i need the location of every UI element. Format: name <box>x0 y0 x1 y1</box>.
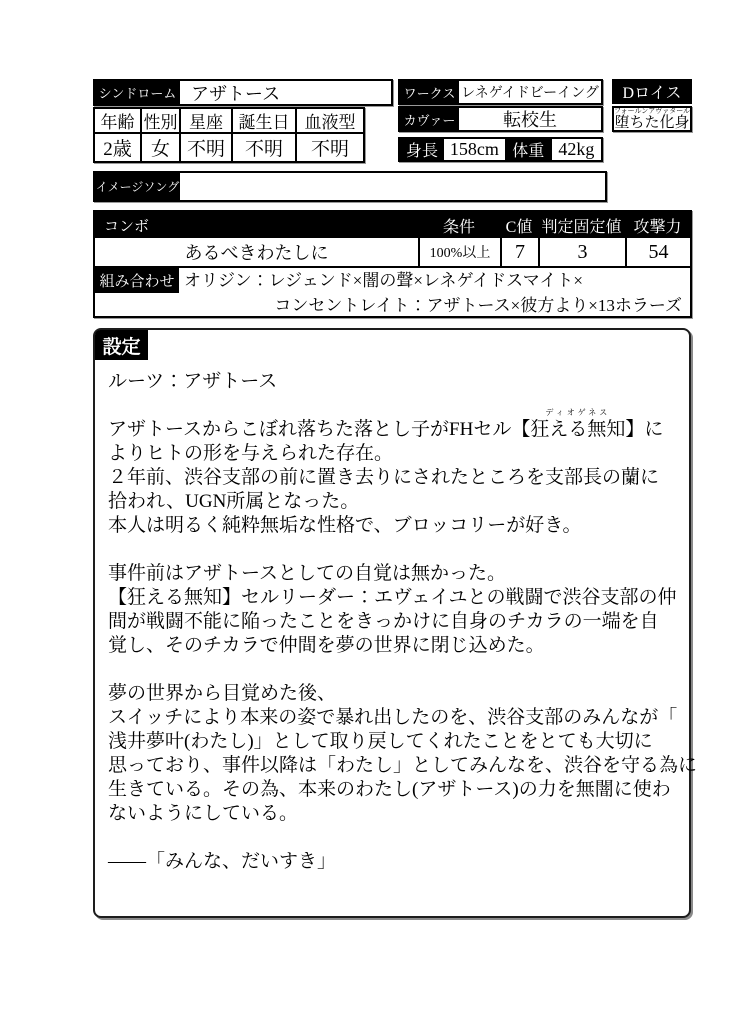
setting-intro-line: ルーツ：アザトース <box>108 371 278 392</box>
ruby-base: ディオゲネス 狂える無知 <box>530 408 626 440</box>
setting-ruby-line <box>108 408 679 442</box>
setting-line: ２年前、渋谷支部の前に置き去りにされたところを支部長の蘭に <box>108 467 660 488</box>
setting-line: 覚し、そのチカラで仲間を夢の世界に閉じ込めた。 <box>108 635 545 656</box>
ruby-pre-text: アザトースからこぼれ落ちた落とし子がFHセル【 <box>108 419 531 440</box>
combo-attack: 54 <box>625 238 690 266</box>
attr-header-cell: 誕生日 <box>233 109 297 134</box>
cover-value-field: 転校生 <box>459 108 601 130</box>
weight-value: 42kg <box>552 139 601 160</box>
combo-col-cvalue: C値 <box>505 218 533 236</box>
setting-line: ないようにしている。 <box>108 803 299 824</box>
setting-line: 生きている。その為、本来のわたし(アザトース)の力を無闇に使わ <box>108 779 671 800</box>
setting-line: 思っており、事件以降は「わたし」としてみんなを、渋谷を守る為に <box>108 755 698 776</box>
dlois-value-box <box>612 106 692 132</box>
works-row <box>398 79 603 105</box>
attr-value-cell: 不明 <box>310 139 349 160</box>
setting-body <box>108 370 698 910</box>
combo-col-attack: 攻撃力 <box>633 218 682 236</box>
image-song-label: イメージソング <box>95 173 180 200</box>
image-song-field <box>180 173 605 200</box>
combination-line2: コンセントレイト：アザトース×彼方より×13ホラーズ <box>274 296 682 315</box>
image-song-row <box>93 171 607 202</box>
setting-line: スイッチにより本来の姿で暴れ出したのを、渋谷支部のみんなが「 <box>108 707 678 728</box>
syndrome-label: シンドローム <box>95 81 180 104</box>
syndrome-value-field: アザトース <box>180 81 391 104</box>
attr-header-cell: 星座 <box>181 109 233 134</box>
attr-value-cell: 2歳 <box>95 134 142 161</box>
height-weight-row <box>398 137 603 162</box>
setting-line <box>108 826 679 850</box>
attr-header-cell: 性別 <box>142 109 181 134</box>
setting-box <box>93 328 698 918</box>
works-label: ワークス <box>400 81 459 103</box>
setting-lines <box>108 442 698 874</box>
setting-line: 本人は明るく純粋無垢な性格で、ブロッコリーが好き。 <box>108 515 582 536</box>
setting-line: 【狂える無知】セルリーダー：エヴェイユとの戦闘で渋谷支部の仲 <box>108 587 677 608</box>
ruby-post-text: 】に <box>625 419 664 440</box>
setting-line: 間が戦闘不能に陥ったことをきっかけに自身のチカラの一端を自 <box>108 611 659 632</box>
combo-condition: 100%以上 <box>418 238 500 266</box>
attributes-table <box>93 107 365 163</box>
combination-label: 組み合わせ <box>95 268 179 293</box>
combo-row <box>95 238 690 266</box>
combination-line1: オリジン：レジェンド×闇の聲×レネゲイドスマイト× <box>184 271 584 290</box>
setting-line: 夢の世界から目覚めた後、 <box>108 683 337 704</box>
combo-header <box>95 212 690 238</box>
setting-line: ――「みんな、だいすき」 <box>108 851 337 872</box>
setting-line: 事件前はアザトースとしての自覚は無かった。 <box>108 563 507 584</box>
combination-row <box>95 266 690 316</box>
syndrome-row <box>93 79 393 106</box>
cover-label: カヴァー <box>400 108 459 130</box>
setting-line <box>108 538 679 562</box>
weight-label: 体重 <box>505 139 552 160</box>
setting-line: よりヒトの形を与えられた存在。 <box>108 443 394 464</box>
combo-table <box>93 210 692 318</box>
attr-value-cell: 女 <box>142 134 181 161</box>
attr-header-cell: 年齢 <box>95 109 142 134</box>
dlois-label: Dロイス <box>612 79 692 104</box>
combo-name: あるべきわたしに <box>184 243 329 263</box>
combo-cvalue: 7 <box>500 238 538 266</box>
height-value: 158cm <box>444 139 505 160</box>
combo-header-label: コンボ <box>104 218 150 235</box>
setting-line: 拾われ、UGN所属となった。 <box>108 491 360 512</box>
setting-label: 設定 <box>95 330 148 360</box>
ruby-text: ディオゲネス <box>545 408 611 417</box>
combo-col-fixed: 判定固定値 <box>541 218 622 236</box>
attr-value-cell: 不明 <box>233 134 297 161</box>
dlois-value: 堕ちた化身 <box>614 114 690 131</box>
combo-col-condition: 条件 <box>442 218 475 236</box>
cover-row <box>398 106 603 132</box>
works-value-field: レネゲイドビーイング <box>459 81 601 103</box>
height-label: 身長 <box>400 139 444 160</box>
attr-value-cell: 不明 <box>181 134 233 161</box>
attr-header-cell: 血液型 <box>297 109 363 134</box>
combo-fixed: 3 <box>538 238 625 266</box>
setting-line <box>108 658 679 682</box>
dlois-ruby: フォールンアヴァタール <box>613 106 691 115</box>
setting-line: 浅井夢叶(わたし)」として取り戻してくれたことをとても大切に <box>108 731 653 752</box>
